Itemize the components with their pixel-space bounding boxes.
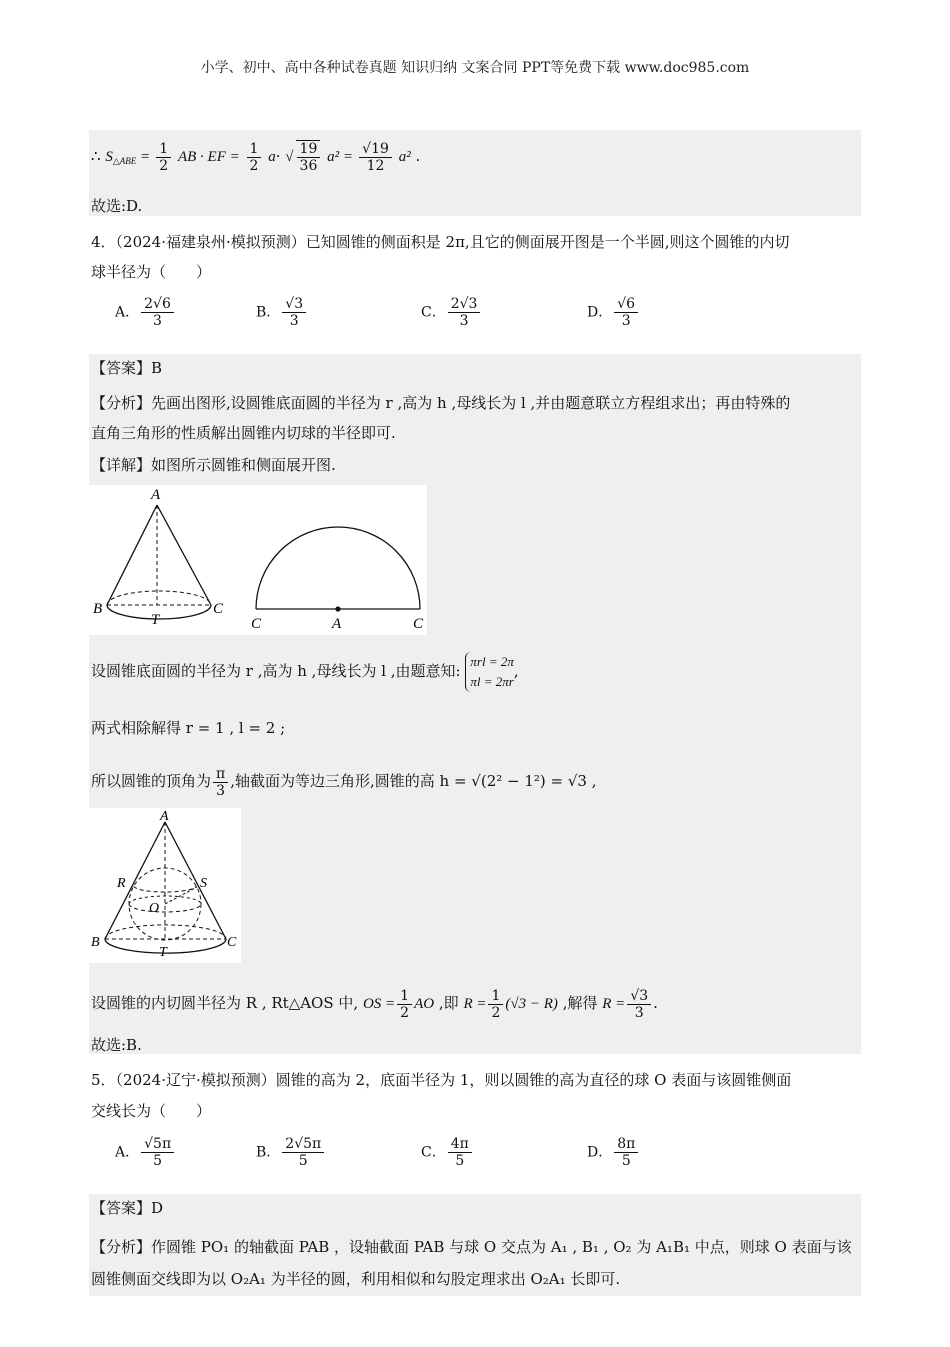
- q4-vertex-line: 所以圆锥的顶角为 $\frac{\pi}{3}$ ,轴截面为等边三角形,圆锥的高 h = √(2² − 1²) = √3 ,: [91, 765, 597, 799]
- q4-answer: 【答案】B: [91, 359, 163, 377]
- q5-answer: 【答案】D: [91, 1199, 164, 1217]
- q4-stem-line1: 4．（2024·福建泉州·模拟预测）已知圆锥的侧面积是 2π,且它的侧面展开图是一个半圆,则这个圆锥的内切: [91, 233, 790, 251]
- q4-setup-line: 设圆锥底面圆的半径为 r ,高为 h ,母线长为 l ,由题意知: πrl = 2π πl = 2πr ,: [91, 650, 519, 692]
- prev-conclusion: 故选:D.: [91, 197, 143, 215]
- fig1-label-C-left: C: [251, 616, 262, 632]
- area-formula-line: ∴ $S_{\triangle ABE}$ = $\frac{1}{2}$ AB · EF = $\frac{1}{2}$ a· √ $\frac{19}{36}$ a² = $\frac{√19}{12}$ a² .: [91, 140, 421, 174]
- fig2-label-C: C: [227, 935, 237, 950]
- q5-option-b: B． $\frac{2√5\pi}{5}$: [256, 1136, 326, 1169]
- q5-option-c: C． $\frac{4\pi}{5}$: [421, 1136, 474, 1169]
- fig1-label-A-center: A: [332, 616, 342, 632]
- q5-stem-line1: 5．（2024·辽宁·模拟预测）圆锥的高为 2，底面半径为 1，则以圆锥的高为直径的球 O 表面与该圆锥侧面: [91, 1071, 792, 1089]
- q4-option-d: D． $\frac{√6}{3}$: [587, 296, 640, 329]
- q4-conclusion: 故选:B.: [91, 1036, 142, 1054]
- q5-option-d: D． $\frac{8\pi}{5}$: [587, 1136, 640, 1169]
- q5-option-a: A． $\frac{√5\pi}{5}$: [115, 1136, 176, 1169]
- q5-stem-line2: 交线长为（ ）: [91, 1102, 212, 1120]
- page-header: 小学、初中、高中各种试卷真题 知识归纳 文案合同 PPT等免费下载 www.doc985.com: [200, 60, 750, 76]
- fig2-label-O: O: [149, 901, 160, 916]
- fig1-label-T: T: [151, 612, 160, 628]
- q5-analysis-line1: 【分析】作圆锥 PO₁ 的轴截面 PAB ，设轴截面 PAB 与球 O 交点为 A₁ , B₁ , O₂ 为 A₁B₁ 中点，则球 O 表面与该: [91, 1238, 852, 1256]
- q4-solve-line: 两式相除解得 r = 1 , l = 2 ;: [91, 719, 286, 737]
- q4-option-c: C． $\frac{2√3}{3}$: [421, 296, 482, 329]
- fig2-label-B: B: [91, 935, 100, 950]
- q4-option-a: A． $\frac{2√6}{3}$: [115, 296, 176, 329]
- fig1-label-A: A: [151, 487, 161, 503]
- inscribed-sphere-figure: [89, 808, 241, 963]
- fig1-label-C-right: C: [413, 616, 424, 632]
- fig1-label-C: C: [213, 601, 224, 617]
- q4-analysis-line2: 直角三角形的性质解出圆锥内切球的半径即可.: [91, 424, 396, 442]
- fig2-label-A: A: [160, 809, 169, 824]
- fig2-label-S: S: [200, 876, 207, 891]
- fig2-label-R: R: [117, 876, 126, 891]
- q4-option-b: B． $\frac{√3}{3}$: [256, 296, 308, 329]
- q4-stem-line2: 球半径为（ ）: [91, 263, 212, 281]
- fig2-label-T: T: [159, 945, 167, 960]
- q4-inradius-line: 设圆锥的内切圆半径为 R , Rt△AOS 中, OS = $\frac{1}{2}$ AO ,即 R = $\frac{1}{2}$ (√3 − R) ,解得 R = $\frac{√3}{3}$ .: [91, 987, 658, 1021]
- fig1-label-B: B: [93, 601, 103, 617]
- cone-and-development-figure: [89, 485, 427, 635]
- q4-analysis-line1: 【分析】先画出图形,设圆锥底面圆的半径为 r ,高为 h ,母线长为 l ,并由题意联立方程组求出；再由特殊的: [91, 394, 791, 412]
- q4-detail: 【详解】如图所示圆锥和侧面展开图.: [91, 456, 336, 474]
- q5-analysis-line2: 圆锥侧面交线即为以 O₂A₁ 为半径的圆，利用相似和勾股定理求出 O₂A₁ 长即可.: [91, 1270, 621, 1288]
